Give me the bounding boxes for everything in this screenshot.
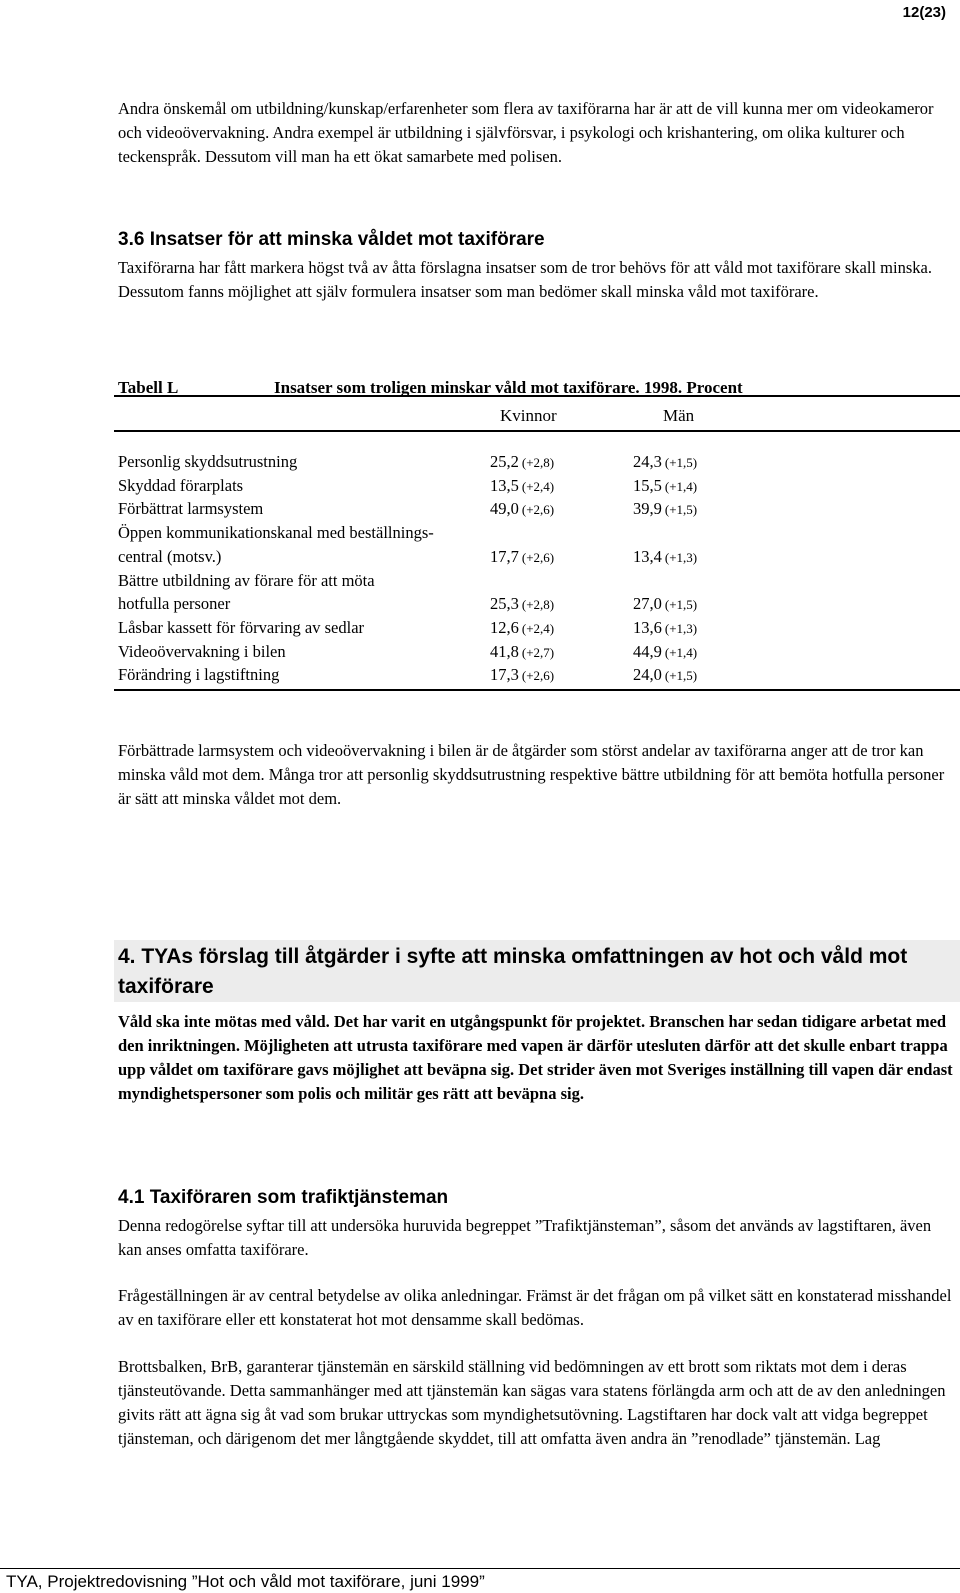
table-header-rule (114, 430, 960, 432)
cell-value: 17,7 (490, 546, 519, 566)
cell-value: 25,3 (490, 594, 519, 614)
cell-man (633, 663, 697, 688)
section-4-1-paragraph-1: Denna redogörelse syftar till att undersöka huruvida begreppet ”Trafiktjänsteman”, såsom det används av lagstiftaren, även kan anses omfatta taxiförare. (118, 1216, 932, 1259)
cell-value: 13,5 (490, 475, 519, 495)
row-label: Öppen kommunikationskanal med beställnings- (118, 523, 434, 543)
cell-confidence-interval: (+2,7) (521, 644, 555, 660)
footer-rule (0, 1568, 960, 1569)
row-label: Videoövervakning i bilen (118, 641, 286, 661)
cell-confidence-interval: (+2,4) (521, 478, 555, 494)
cell-confidence-interval: (+2,6) (521, 668, 555, 684)
row-label: central (motsv.) (118, 546, 222, 566)
cell-value: 13,4 (633, 546, 662, 566)
cell-confidence-interval: (+1,3) (664, 620, 698, 636)
cell-value: 24,3 (633, 452, 662, 471)
cell-confidence-interval: (+2,8) (521, 455, 555, 470)
row-label: Förändring i lagstiftning (118, 665, 280, 685)
cell-value: 44,9 (633, 641, 662, 661)
cell-kvinnor (490, 450, 554, 475)
cell-value: 17,3 (490, 665, 519, 685)
cell-kvinnor (490, 640, 554, 665)
row-label: Bättre utbildning av förare för att möta (118, 570, 375, 590)
section-4-heading: 4. TYAs förslag till åtgärder i syfte att minska omfattningen av hot och våld mot taxiförare (118, 945, 908, 998)
cell-man (633, 545, 697, 570)
cell-man (633, 450, 697, 475)
cell-confidence-interval: (+2,6) (521, 549, 555, 565)
section-3-6-paragraph: Taxiförarna har fått markera högst två av åtta förslagna insatser som de tror behövs för att våld mot taxiförare skall minska. Dessutom fanns möjlighet att själv formulera insatser som man bedömer skall minska våld mot taxiförare. (118, 258, 932, 301)
cell-confidence-interval: (+2,4) (521, 620, 555, 636)
cell-value: 24,0 (633, 665, 662, 685)
row-label: Låsbar kassett för förvaring av sedlar (118, 617, 365, 637)
cell-value: 25,2 (490, 452, 519, 471)
cell-confidence-interval: (+1,5) (664, 502, 698, 518)
row-label: hotfulla personer (118, 594, 231, 614)
cell-kvinnor (490, 474, 554, 499)
cell-man (633, 474, 697, 499)
cell-kvinnor (490, 616, 554, 641)
cell-confidence-interval: (+2,6) (521, 502, 555, 518)
cell-value: 13,6 (633, 617, 662, 637)
cell-man (633, 640, 697, 665)
section-3-6-heading: 3.6 Insatser för att minska våldet mot taxiförare (118, 229, 545, 250)
row-label: Personlig skyddsutrustning (118, 452, 298, 471)
intro-paragraph: Andra önskemål om utbildning/kunskap/erfarenheter som flera av taxiförarna har är att de vill kunna mer om videokameror och videoövervakning. Andra exempel är utbildning i självförsvar, i psykologi och krishantering, om olika kulturer och teckenspråk. Dessutom vill man ha ett ökat samarbete med polisen. (118, 99, 934, 166)
cell-confidence-interval: (+1,4) (664, 478, 698, 494)
row-label: Förbättrat larmsystem (118, 499, 264, 519)
page-number: 12(23) (902, 4, 946, 21)
row-label: Skyddad förarplats (118, 475, 244, 495)
table-top-rule (114, 395, 960, 397)
cell-value: 39,9 (633, 499, 662, 519)
cell-kvinnor (490, 545, 554, 570)
cell-confidence-interval: (+2,8) (521, 597, 555, 613)
cell-value: 41,8 (490, 641, 519, 661)
column-header-kvinnor: Kvinnor (500, 406, 557, 425)
cell-value: 15,5 (633, 475, 662, 495)
cell-kvinnor (490, 497, 554, 522)
cell-value: 49,0 (490, 499, 519, 519)
cell-man (633, 616, 697, 641)
cell-kvinnor (490, 592, 554, 617)
section-4-bold-paragraph: Våld ska inte mötas med våld. Det har varit en utgångspunkt för projektet. Branschen har sedan tidigare arbetat med den inriktningen. Möjligheten att utrusta taxiförare med vapen är därför utesluten därför att det skulle enbart trappa upp våldet om taxiförare gavs möjlighet att beväpna sig. Det strider även mot Sveriges inställning till vapen där endast myndighetspersoner som polis och militär ges rätt att beväpna sig. (118, 1012, 953, 1103)
cell-confidence-interval: (+1,4) (664, 644, 698, 660)
column-header-man: Män (663, 406, 695, 425)
cell-confidence-interval: (+1,3) (664, 549, 698, 565)
cell-value: 27,0 (633, 594, 662, 614)
table-label: Tabell L (118, 378, 179, 397)
after-table-paragraph: Förbättrade larmsystem och videoövervakning i bilen är de åtgärder som störst andelar av taxiförarna anger att de tror kan minska våld mot dem. Många tror att personlig skyddsutrustning respektive bättre utbildning för att bemöta hotfulla personer är sätt att minska våldet mot dem. (118, 741, 945, 808)
cell-confidence-interval: (+1,5) (664, 597, 698, 613)
footer-text: TYA, Projektredovisning ”Hot och våld mot taxiförare, juni 1999” (6, 1572, 485, 1591)
cell-man (633, 592, 697, 617)
section-4-1-paragraph-3: Brottsbalken, BrB, garanterar tjänstemän en särskild ställning vid bedömningen av ett brott som riktats mot dem i deras tjänsteutövande. Detta sammanhänger med att tjänstemän kan sägas vara statens förlängda arm och att de av den anledningen givits rätt att ägna sig åt vad som brukar uttryckas som myndighetsutövning. Lagstiftaren har dock valt att vidga begreppet tjänsteman, och därigenom det mer långtgående skyddet, till att omfatta även andra än ”renodlade” tjänstemän. Lag (118, 1357, 946, 1448)
table-bottom-rule (114, 689, 960, 691)
cell-confidence-interval: (+1,5) (664, 455, 698, 470)
cell-value: 12,6 (490, 617, 519, 637)
section-4-1-heading: 4.1 Taxiföraren som trafiktjänsteman (118, 1187, 449, 1208)
cell-kvinnor (490, 663, 554, 688)
section-4-1-paragraph-2: Frågeställningen är av central betydelse av olika anledningar. Främst är det frågan om på vilket sätt en konstaterad misshandel av en taxiförare eller ett konstaterat hot mot densamme skall bedömas. (118, 1286, 952, 1329)
cell-man (633, 497, 697, 522)
table-title: Insatser som troligen minskar våld mot taxiförare. 1998. Procent (274, 378, 743, 397)
cell-confidence-interval: (+1,5) (664, 668, 698, 684)
